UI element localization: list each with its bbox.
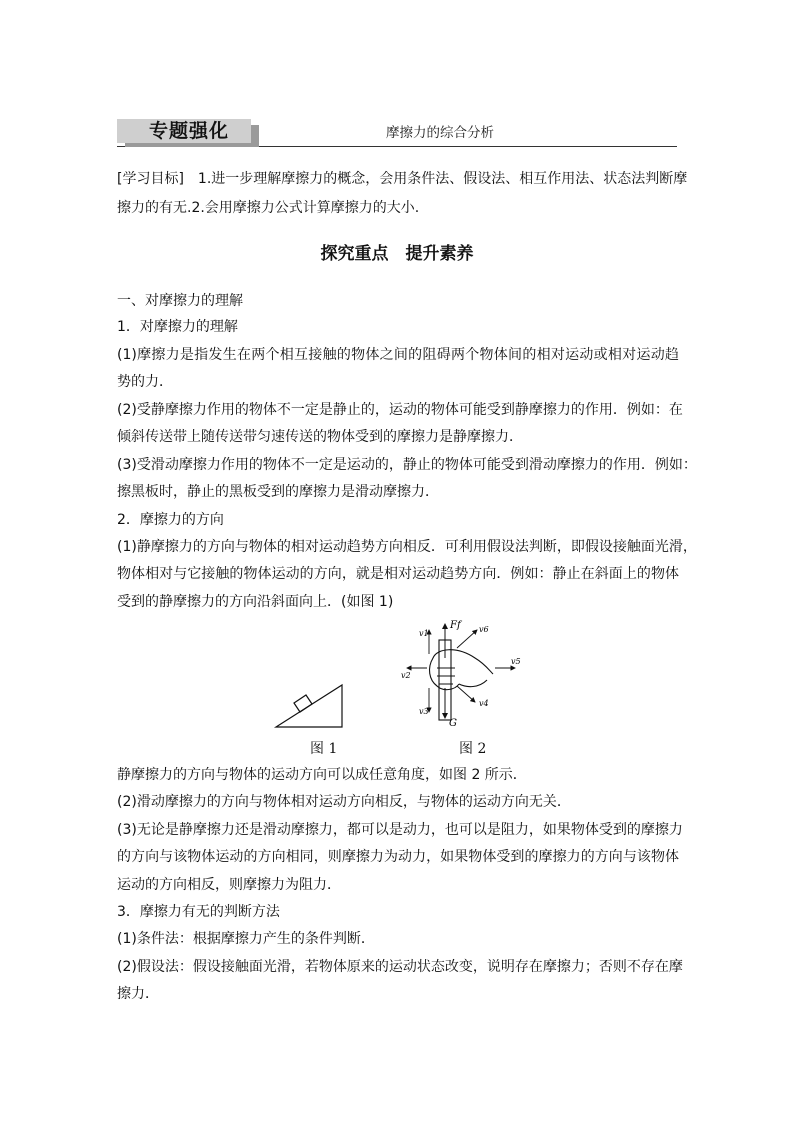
para-8: (1)条件法：根据摩擦力产生的条件判断． — [117, 931, 375, 947]
label-v2: v2 — [401, 671, 411, 680]
para-1-line-1: (1)摩擦力是指发生在两个相互接触的物体之间的阻碍两个物体间的相对运动或相对运动趋 — [117, 347, 679, 363]
para-7-line-2: 的方向与该物体运动的方向相同，则摩擦力为动力，如果物体受到的摩擦力的方向与该物体 — [117, 849, 679, 865]
para-3-line-2: 擦黑板时，静止的黑板受到的摩擦力是滑动摩擦力． — [117, 484, 439, 500]
label-v3: v3 — [419, 707, 429, 716]
label-G: G — [449, 718, 457, 729]
para-1-line-2: 势的力． — [117, 374, 173, 390]
objectives-line-2: 擦力的有无.2.会用摩擦力公式计算摩擦力的大小. — [117, 200, 420, 216]
label-v6: v6 — [479, 625, 489, 634]
label-v1: v1 — [419, 629, 429, 638]
badge-label: 专题强化 — [149, 120, 230, 142]
para-9-line-2: 擦力． — [117, 986, 159, 1002]
figure-2-hand-bottle — [397, 618, 527, 730]
para-2-line-2: 倾斜传送带上随传送带匀速传送的物体受到的摩擦力是静摩擦力． — [117, 429, 523, 445]
subheading-1: 1．对摩擦力的理解 — [117, 319, 238, 335]
para-7-line-3: 运动的方向相反，则摩擦力为阻力． — [117, 877, 341, 893]
para-5: 静摩擦力的方向与物体的运动方向可以成任意角度，如图 2 所示． — [117, 767, 527, 783]
chapter-header — [117, 116, 677, 150]
para-4-line-2: 物体相对与它接触的物体运动的方向，就是相对运动趋势方向．例如：静止在斜面上的物体 — [117, 566, 679, 582]
para-3-line-1: (3)受滑动摩擦力作用的物体不一定是运动的，静止的物体可能受到滑动摩擦力的作用．例如： — [117, 457, 697, 473]
figure-1-incline — [270, 675, 350, 735]
v4-arrow — [457, 686, 475, 702]
para-4-line-3: 受到的静摩擦力的方向沿斜面向上．(如图 1) — [117, 594, 394, 610]
figure-2-caption: 图 2 — [459, 741, 487, 757]
subheading-3: 3．摩擦力有无的判断方法 — [117, 904, 280, 920]
para-9-line-1: (2)假设法：假设接触面光滑，若物体原来的运动状态改变，说明存在摩擦力；否则不存在摩 — [117, 959, 683, 975]
label-v4: v4 — [479, 699, 489, 708]
objectives-line-1: [学习目标] 1.进一步理解摩擦力的概念，会用条件法、假设法、相互作用法、状态法判断摩 — [117, 171, 688, 187]
block-on-incline — [294, 695, 312, 712]
para-2-line-1: (2)受静摩擦力作用的物体不一定是静止的，运动的物体可能受到静摩擦力的作用．例如：在 — [117, 402, 683, 418]
topic-badge — [117, 119, 259, 149]
section-title: 探究重点 提升素养 — [320, 244, 474, 264]
subheading-2: 2．摩擦力的方向 — [117, 512, 224, 528]
header-topic: 摩擦力的综合分析 — [386, 125, 494, 141]
para-4-line-1: (1)静摩擦力的方向与物体的相对运动趋势方向相反．可利用假设法判断，即假设接触面光滑， — [117, 539, 697, 555]
para-7-line-1: (3)无论是静摩擦力还是滑动摩擦力，都可以是动力，也可以是阻力，如果物体受到的摩擦力 — [117, 822, 683, 838]
para-6: (2)滑动摩擦力的方向与物体相对运动方向相反，与物体的运动方向无关． — [117, 794, 571, 810]
v6-arrow — [457, 630, 477, 648]
label-Ff: Ff — [450, 620, 461, 631]
figure-1-caption: 图 1 — [310, 741, 338, 757]
heading-1: 一、对摩擦力的理解 — [117, 293, 243, 309]
label-v5: v5 — [511, 657, 521, 666]
